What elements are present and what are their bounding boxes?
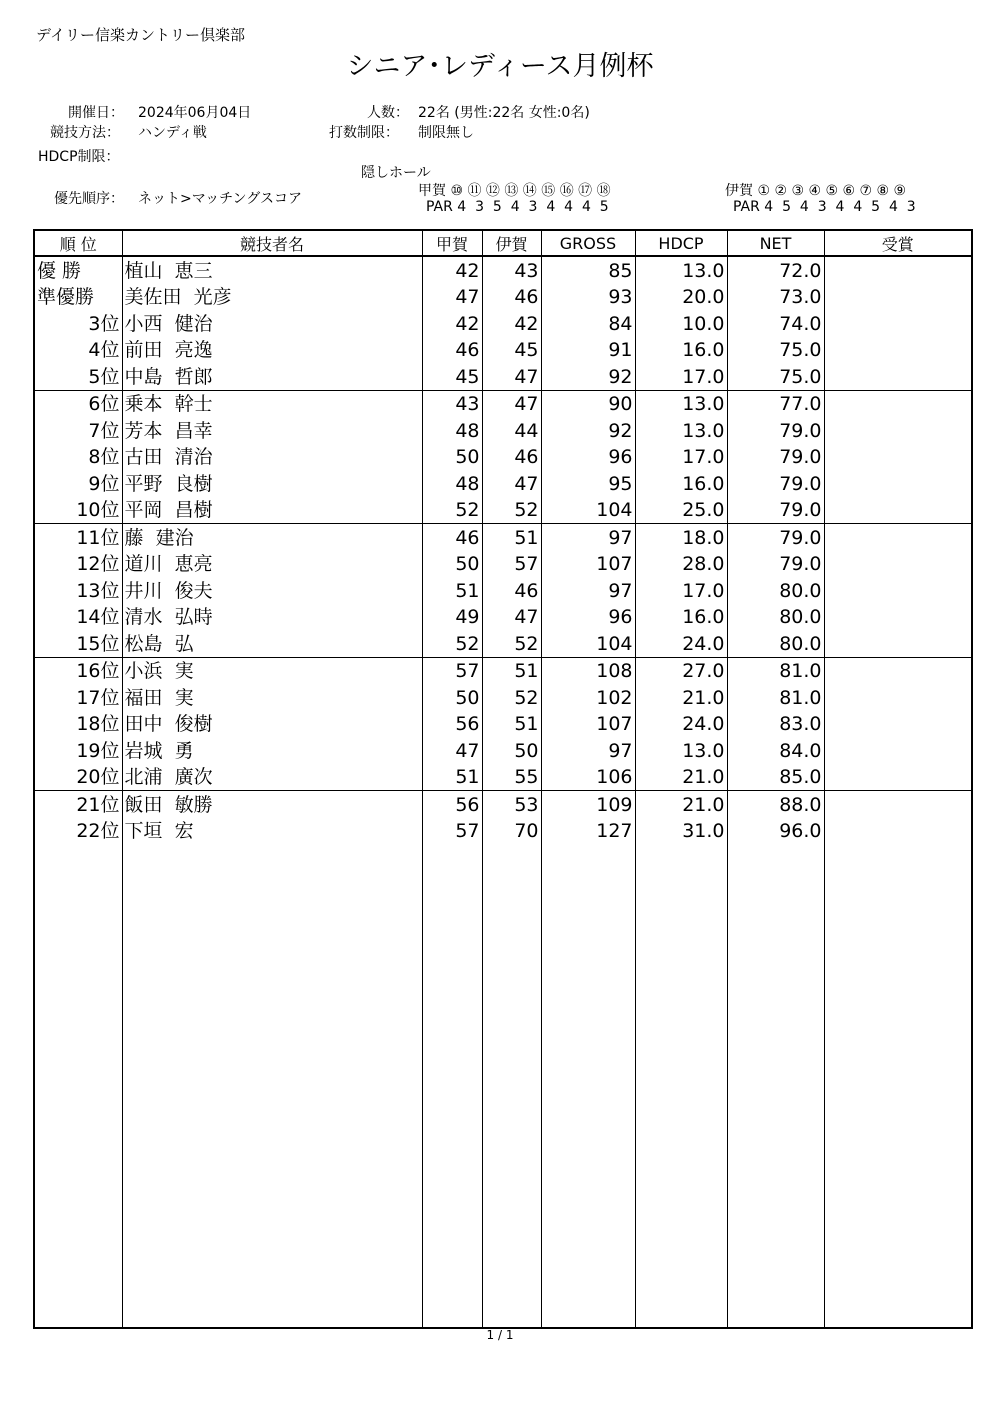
empty-cell [422,844,482,1328]
cell-net: 80.0 [727,577,824,604]
cell-award [824,524,972,551]
table-row [34,417,972,444]
cell-hdcp: 24.0 [635,711,727,738]
table-row [34,737,972,764]
table-row [34,630,972,657]
cell-rank: 17位 [34,684,122,711]
cell-gross: 91 [541,337,635,364]
cell-award [824,684,972,711]
cell-koka: 43 [422,390,482,417]
iga-hidden-holes: 伊賀 ① ② ③ ④ ⑤ ⑥ ⑦ ⑧ ⑨ [725,183,907,199]
cell-koka: 57 [422,818,482,845]
koka-hidden-holes: 甲賀 ⑩ ⑪ ⑫ ⑬ ⑭ ⑮ ⑯ ⑰ ⑱ [418,183,611,199]
cell-iga: 47 [482,363,541,390]
cell-koka: 46 [422,524,482,551]
cell-iga: 50 [482,737,541,764]
cell-name: 田中 俊樹 [122,711,422,738]
empty-cell [34,844,122,1328]
cell-hdcp: 13.0 [635,256,727,284]
stroke-limit-label: 打数制限： [329,125,399,141]
cell-net: 83.0 [727,711,824,738]
cell-hdcp: 21.0 [635,791,727,818]
cell-net: 75.0 [727,337,824,364]
cell-award [824,577,972,604]
cell-koka: 52 [422,630,482,657]
empty-cell [824,844,972,1328]
cell-name: 道川 恵亮 [122,551,422,578]
cell-iga: 52 [482,497,541,524]
cell-iga: 55 [482,764,541,791]
cell-rank: 14位 [34,604,122,631]
cell-name: 芳本 昌幸 [122,417,422,444]
cell-award [824,764,972,791]
col-iga: 伊賀 [482,230,541,256]
cell-rank: 21位 [34,791,122,818]
cell-award [824,791,972,818]
cell-award [824,390,972,417]
priority-label: 優先順序： [54,191,124,207]
cell-net: 88.0 [727,791,824,818]
cell-hdcp: 18.0 [635,524,727,551]
date-label: 開催日： [68,105,124,121]
cell-iga: 47 [482,604,541,631]
table-row [34,711,972,738]
cell-rank: 19位 [34,737,122,764]
cell-net: 81.0 [727,684,824,711]
table-row [34,764,972,791]
cell-gross: 102 [541,684,635,711]
cell-gross: 92 [541,417,635,444]
cell-net: 75.0 [727,363,824,390]
cell-gross: 97 [541,577,635,604]
table-row [34,444,972,471]
iga-par-row: PAR 4 5 4 3 4 4 5 4 3 [733,199,916,215]
cell-net: 72.0 [727,256,824,284]
cell-gross: 104 [541,630,635,657]
cell-gross: 127 [541,818,635,845]
cell-rank: 4位 [34,337,122,364]
players-label: 人数： [367,105,409,121]
cell-award [824,604,972,631]
cell-name: 福田 実 [122,684,422,711]
cell-iga: 46 [482,444,541,471]
cell-name: 藤 建治 [122,524,422,551]
cell-gross: 96 [541,604,635,631]
cell-hdcp: 17.0 [635,444,727,471]
cell-net: 79.0 [727,524,824,551]
cell-rank: 8位 [34,444,122,471]
cell-gross: 93 [541,284,635,311]
cell-net: 80.0 [727,604,824,631]
cell-gross: 84 [541,310,635,337]
cell-koka: 50 [422,444,482,471]
cell-name: 前田 亮逸 [122,337,422,364]
cell-award [824,337,972,364]
col-name: 競技者名 [122,230,422,256]
cell-koka: 47 [422,284,482,311]
cell-award [824,363,972,390]
cell-name: 古田 清治 [122,444,422,471]
cell-iga: 43 [482,256,541,284]
cell-award [824,711,972,738]
cell-hdcp: 25.0 [635,497,727,524]
cell-gross: 104 [541,497,635,524]
cell-name: 小浜 実 [122,657,422,684]
table-row [34,363,972,390]
col-gross: GROSS [541,230,635,256]
cell-koka: 48 [422,417,482,444]
cell-koka: 47 [422,737,482,764]
cell-net: 84.0 [727,737,824,764]
cell-rank: 22位 [34,818,122,845]
cell-net: 79.0 [727,497,824,524]
cell-koka: 56 [422,791,482,818]
table-row [34,577,972,604]
cell-award [824,310,972,337]
cell-hdcp: 21.0 [635,764,727,791]
page-number: 1 / 1 [486,1328,514,1342]
cell-award [824,444,972,471]
cell-iga: 45 [482,337,541,364]
cell-award [824,818,972,845]
cell-name: 植山 恵三 [122,256,422,284]
cell-rank: 15位 [34,630,122,657]
cell-name: 清水 弘時 [122,604,422,631]
cell-koka: 42 [422,310,482,337]
cell-rank: 準優勝 [34,284,122,311]
cell-gross: 92 [541,363,635,390]
cell-gross: 90 [541,390,635,417]
results-table [33,229,973,1329]
cell-gross: 95 [541,470,635,497]
cell-koka: 56 [422,711,482,738]
cell-hdcp: 13.0 [635,390,727,417]
cell-name: 北浦 廣次 [122,764,422,791]
cell-iga: 46 [482,284,541,311]
cell-hdcp: 10.0 [635,310,727,337]
empty-cell [482,844,541,1328]
cell-name: 小西 健治 [122,310,422,337]
cell-net: 73.0 [727,284,824,311]
cell-hdcp: 17.0 [635,363,727,390]
cell-gross: 96 [541,444,635,471]
cell-name: 松島 弘 [122,630,422,657]
priority-value: ネット>マッチングスコア [138,191,303,207]
cell-rank: 10位 [34,497,122,524]
cell-koka: 49 [422,604,482,631]
cell-iga: 44 [482,417,541,444]
cell-rank: 6位 [34,390,122,417]
cell-gross: 109 [541,791,635,818]
cell-name: 飯田 敏勝 [122,791,422,818]
cell-award [824,497,972,524]
col-koka: 甲賀 [422,230,482,256]
cell-koka: 48 [422,470,482,497]
cell-koka: 42 [422,256,482,284]
table-row [34,684,972,711]
cell-iga: 47 [482,470,541,497]
cell-iga: 52 [482,684,541,711]
page-title: シニア･レディース月例杯 [346,51,654,82]
cell-gross: 97 [541,737,635,764]
cell-name: 下垣 宏 [122,818,422,845]
cell-award [824,737,972,764]
col-rank: 順 位 [34,230,122,256]
cell-iga: 57 [482,551,541,578]
cell-gross: 107 [541,551,635,578]
cell-hdcp: 17.0 [635,577,727,604]
cell-iga: 42 [482,310,541,337]
cell-net: 81.0 [727,657,824,684]
table-row [34,284,972,311]
cell-iga: 53 [482,791,541,818]
table-row [34,337,972,364]
table-header-row [34,230,972,256]
cell-rank: 優 勝 [34,256,122,284]
cell-iga: 70 [482,818,541,845]
cell-koka: 50 [422,684,482,711]
cell-koka: 51 [422,764,482,791]
cell-koka: 57 [422,657,482,684]
cell-net: 85.0 [727,764,824,791]
cell-award [824,256,972,284]
cell-award [824,470,972,497]
cell-hdcp: 13.0 [635,737,727,764]
cell-iga: 51 [482,524,541,551]
stroke-limit-value: 制限無し [418,125,474,141]
cell-hdcp: 16.0 [635,604,727,631]
hdcp-limit-label: HDCP制限： [38,149,120,165]
cell-name: 岩城 勇 [122,737,422,764]
table-row [34,470,972,497]
table-row [34,390,972,417]
cell-award [824,417,972,444]
cell-net: 79.0 [727,444,824,471]
cell-net: 79.0 [727,417,824,444]
cell-hdcp: 31.0 [635,818,727,845]
cell-koka: 46 [422,337,482,364]
cell-name: 平岡 昌樹 [122,497,422,524]
cell-rank: 11位 [34,524,122,551]
cell-hdcp: 13.0 [635,417,727,444]
table-row [34,604,972,631]
cell-gross: 107 [541,711,635,738]
cell-name: 美佐田 光彦 [122,284,422,311]
cell-hdcp: 28.0 [635,551,727,578]
cell-rank: 9位 [34,470,122,497]
cell-net: 79.0 [727,470,824,497]
cell-hdcp: 20.0 [635,284,727,311]
cell-gross: 85 [541,256,635,284]
cell-iga: 51 [482,657,541,684]
cell-net: 80.0 [727,630,824,657]
empty-cell [541,844,635,1328]
players-value: 22名 (男性:22名 女性:0名) [418,105,590,121]
cell-net: 96.0 [727,818,824,845]
table-row [34,551,972,578]
hidden-holes-label: 隠しホール [361,165,431,181]
cell-name: 中島 哲郎 [122,363,422,390]
cell-rank: 20位 [34,764,122,791]
date-value: 2024年06月04日 [138,105,252,121]
cell-award [824,657,972,684]
table-row [34,310,972,337]
cell-koka: 52 [422,497,482,524]
cell-rank: 13位 [34,577,122,604]
cell-gross: 106 [541,764,635,791]
col-hdcp: HDCP [635,230,727,256]
cell-rank: 3位 [34,310,122,337]
cell-net: 77.0 [727,390,824,417]
cell-iga: 52 [482,630,541,657]
cell-name: 井川 俊夫 [122,577,422,604]
club-name: デイリー信楽カントリー倶楽部 [36,26,245,44]
empty-cell [122,844,422,1328]
cell-iga: 46 [482,577,541,604]
table-row [34,256,972,284]
method-label: 競技方法： [50,125,120,141]
empty-cell [635,844,727,1328]
cell-hdcp: 16.0 [635,470,727,497]
cell-gross: 97 [541,524,635,551]
cell-hdcp: 16.0 [635,337,727,364]
method-value: ハンディ戦 [138,125,207,141]
cell-hdcp: 27.0 [635,657,727,684]
cell-gross: 108 [541,657,635,684]
cell-rank: 5位 [34,363,122,390]
cell-rank: 7位 [34,417,122,444]
table-row [34,657,972,684]
cell-name: 乗本 幹士 [122,390,422,417]
cell-award [824,551,972,578]
cell-net: 74.0 [727,310,824,337]
cell-koka: 45 [422,363,482,390]
cell-award [824,630,972,657]
col-net: NET [727,230,824,256]
cell-award [824,284,972,311]
table-row [34,818,972,845]
cell-net: 79.0 [727,551,824,578]
cell-koka: 50 [422,551,482,578]
cell-name: 平野 良樹 [122,470,422,497]
cell-rank: 12位 [34,551,122,578]
cell-rank: 16位 [34,657,122,684]
koka-par-row: PAR 4 3 5 4 3 4 4 4 5 [426,199,609,215]
col-award: 受賞 [824,230,972,256]
table-row [34,524,972,551]
cell-koka: 51 [422,577,482,604]
cell-iga: 51 [482,711,541,738]
empty-cell [727,844,824,1328]
cell-rank: 18位 [34,711,122,738]
cell-hdcp: 21.0 [635,684,727,711]
table-row [34,497,972,524]
cell-hdcp: 24.0 [635,630,727,657]
cell-iga: 47 [482,390,541,417]
table-empty-space [34,844,972,1328]
table-row [34,791,972,818]
